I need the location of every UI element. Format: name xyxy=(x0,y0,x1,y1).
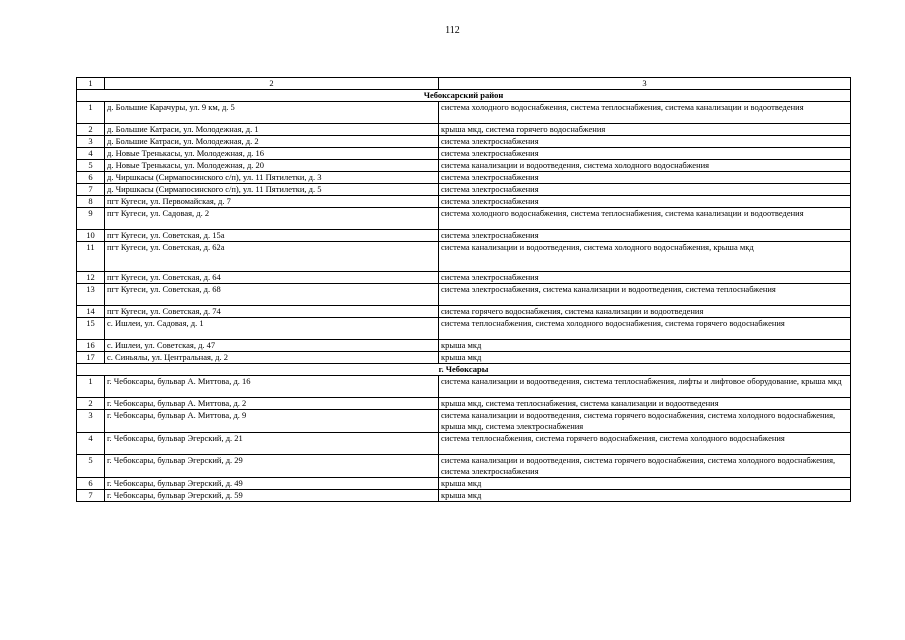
row-systems: система канализации и водоотведения, система холодного водоснабжения, крыша мкд xyxy=(439,242,851,272)
row-number: 5 xyxy=(77,455,105,478)
row-systems: система горячего водоснабжения, система канализации и водоотведения xyxy=(439,306,851,318)
row-address: пгт Кугеси, ул. Садовая, д. 2 xyxy=(105,208,439,230)
table-row xyxy=(77,340,851,352)
row-address: д. Новые Тренькасы, ул. Молодежная, д. 16 xyxy=(105,148,439,160)
row-number: 2 xyxy=(77,124,105,136)
row-number: 14 xyxy=(77,306,105,318)
row-address: д. Большие Карачуры, ул. 9 км, д. 5 xyxy=(105,102,439,124)
column-number-row xyxy=(77,78,851,90)
row-number: 13 xyxy=(77,284,105,306)
page-number: 112 xyxy=(445,25,460,36)
row-systems: крыша мкд xyxy=(439,478,851,490)
row-systems: система канализации и водоотведения, система горячего водоснабжения, система холодного водоснабжения, крыша мкд, система электроснабжения xyxy=(439,410,851,433)
row-number: 9 xyxy=(77,208,105,230)
row-systems: крыша мкд xyxy=(439,352,851,364)
table-row xyxy=(77,102,851,124)
row-systems: система электроснабжения xyxy=(439,136,851,148)
row-number: 8 xyxy=(77,196,105,208)
row-systems: система теплоснабжения, система горячего водоснабжения, система холодного водоснабжения xyxy=(439,433,851,455)
row-number: 7 xyxy=(77,490,105,502)
table-row xyxy=(77,490,851,502)
table-row xyxy=(77,272,851,284)
row-address: г. Чебоксары, бульвар Эгерский, д. 21 xyxy=(105,433,439,455)
table-row xyxy=(77,284,851,306)
table-row xyxy=(77,455,851,478)
row-number: 7 xyxy=(77,184,105,196)
row-systems: система электроснабжения xyxy=(439,148,851,160)
row-address: д. Большие Катраси, ул. Молодежная, д. 1 xyxy=(105,124,439,136)
table-row xyxy=(77,196,851,208)
column-number-1: 1 xyxy=(77,78,105,90)
row-number: 17 xyxy=(77,352,105,364)
table-row xyxy=(77,352,851,364)
row-address: г. Чебоксары, бульвар Эгерский, д. 29 xyxy=(105,455,439,478)
table-row xyxy=(77,318,851,340)
row-address: д. Чиршкасы (Сирмапосинского с/п), ул. 11 Пятилетки, д. 5 xyxy=(105,184,439,196)
column-number-3: 3 xyxy=(439,78,851,90)
row-address: с. Ишлеи, ул. Садовая, д. 1 xyxy=(105,318,439,340)
row-number: 4 xyxy=(77,433,105,455)
row-address: с. Ишлеи, ул. Советская, д. 47 xyxy=(105,340,439,352)
row-number: 5 xyxy=(77,160,105,172)
row-number: 6 xyxy=(77,172,105,184)
row-systems: крыша мкд xyxy=(439,490,851,502)
row-systems: крыша мкд, система теплоснабжения, система канализации и водоотведения xyxy=(439,398,851,410)
table-row xyxy=(77,306,851,318)
table-row xyxy=(77,230,851,242)
table-row xyxy=(77,184,851,196)
table-row xyxy=(77,376,851,398)
row-address: г. Чебоксары, бульвар Эгерский, д. 49 xyxy=(105,478,439,490)
row-address: д. Чиршкасы (Сирмапосинского с/п), ул. 11 Пятилетки, д. 3 xyxy=(105,172,439,184)
table-row xyxy=(77,478,851,490)
table-row xyxy=(77,148,851,160)
row-systems: крыша мкд, система горячего водоснабжения xyxy=(439,124,851,136)
row-address: пгт Кугеси, ул. Советская, д. 68 xyxy=(105,284,439,306)
row-number: 16 xyxy=(77,340,105,352)
row-address: г. Чебоксары, бульвар А. Миттова, д. 16 xyxy=(105,376,439,398)
row-number: 1 xyxy=(77,376,105,398)
row-systems: система электроснабжения xyxy=(439,172,851,184)
row-number: 3 xyxy=(77,136,105,148)
row-number: 11 xyxy=(77,242,105,272)
section-title: Чебоксарский район xyxy=(77,90,851,102)
section-title: г. Чебоксары xyxy=(77,364,851,376)
table-row xyxy=(77,124,851,136)
column-number-2: 2 xyxy=(105,78,439,90)
row-systems: крыша мкд xyxy=(439,340,851,352)
row-address: пгт Кугеси, ул. Советская, д. 64 xyxy=(105,272,439,284)
row-number: 15 xyxy=(77,318,105,340)
table-row xyxy=(77,398,851,410)
section-row xyxy=(77,364,851,376)
section-row xyxy=(77,90,851,102)
row-address: г. Чебоксары, бульвар Эгерский, д. 59 xyxy=(105,490,439,502)
row-address: пгт Кугеси, ул. Советская, д. 15а xyxy=(105,230,439,242)
row-number: 6 xyxy=(77,478,105,490)
row-systems: система теплоснабжения, система холодного водоснабжения, система горячего водоснабжения xyxy=(439,318,851,340)
row-address: с. Синьялы, ул. Центральная, д. 2 xyxy=(105,352,439,364)
row-number: 1 xyxy=(77,102,105,124)
row-number: 10 xyxy=(77,230,105,242)
row-number: 4 xyxy=(77,148,105,160)
row-address: г. Чебоксары, бульвар А. Миттова, д. 9 xyxy=(105,410,439,433)
row-number: 12 xyxy=(77,272,105,284)
table-row xyxy=(77,242,851,272)
table-row xyxy=(77,410,851,433)
row-systems: система электроснабжения xyxy=(439,196,851,208)
row-systems: система холодного водоснабжения, система теплоснабжения, система канализации и водоотведения xyxy=(439,102,851,124)
objects-table xyxy=(76,77,851,502)
table-row xyxy=(77,160,851,172)
row-systems: система электроснабжения xyxy=(439,184,851,196)
row-systems: система канализации и водоотведения, система холодного водоснабжения xyxy=(439,160,851,172)
row-number: 2 xyxy=(77,398,105,410)
row-systems: система холодного водоснабжения, система теплоснабжения, система канализации и водоотведения xyxy=(439,208,851,230)
row-number: 3 xyxy=(77,410,105,433)
row-address: д. Большие Катраси, ул. Молодежная, д. 2 xyxy=(105,136,439,148)
row-systems: система электроснабжения, система канализации и водоотведения, система теплоснабжения xyxy=(439,284,851,306)
row-systems: система канализации и водоотведения, система горячего водоснабжения, система холодного водоснабжения, система электроснабжения xyxy=(439,455,851,478)
row-address: г. Чебоксары, бульвар А. Миттова, д. 2 xyxy=(105,398,439,410)
table-row xyxy=(77,208,851,230)
row-address: пгт Кугеси, ул. Первомайская, д. 7 xyxy=(105,196,439,208)
table-row xyxy=(77,136,851,148)
table-row xyxy=(77,172,851,184)
row-address: пгт Кугеси, ул. Советская, д. 74 xyxy=(105,306,439,318)
row-systems: система электроснабжения xyxy=(439,272,851,284)
row-systems: система электроснабжения xyxy=(439,230,851,242)
row-address: пгт Кугеси, ул. Советская, д. 62а xyxy=(105,242,439,272)
row-address: д. Новые Тренькасы, ул. Молодежная, д. 20 xyxy=(105,160,439,172)
table-row xyxy=(77,433,851,455)
row-systems: система канализации и водоотведения, система теплоснабжения, лифты и лифтовое оборудование, крыша мкд xyxy=(439,376,851,398)
